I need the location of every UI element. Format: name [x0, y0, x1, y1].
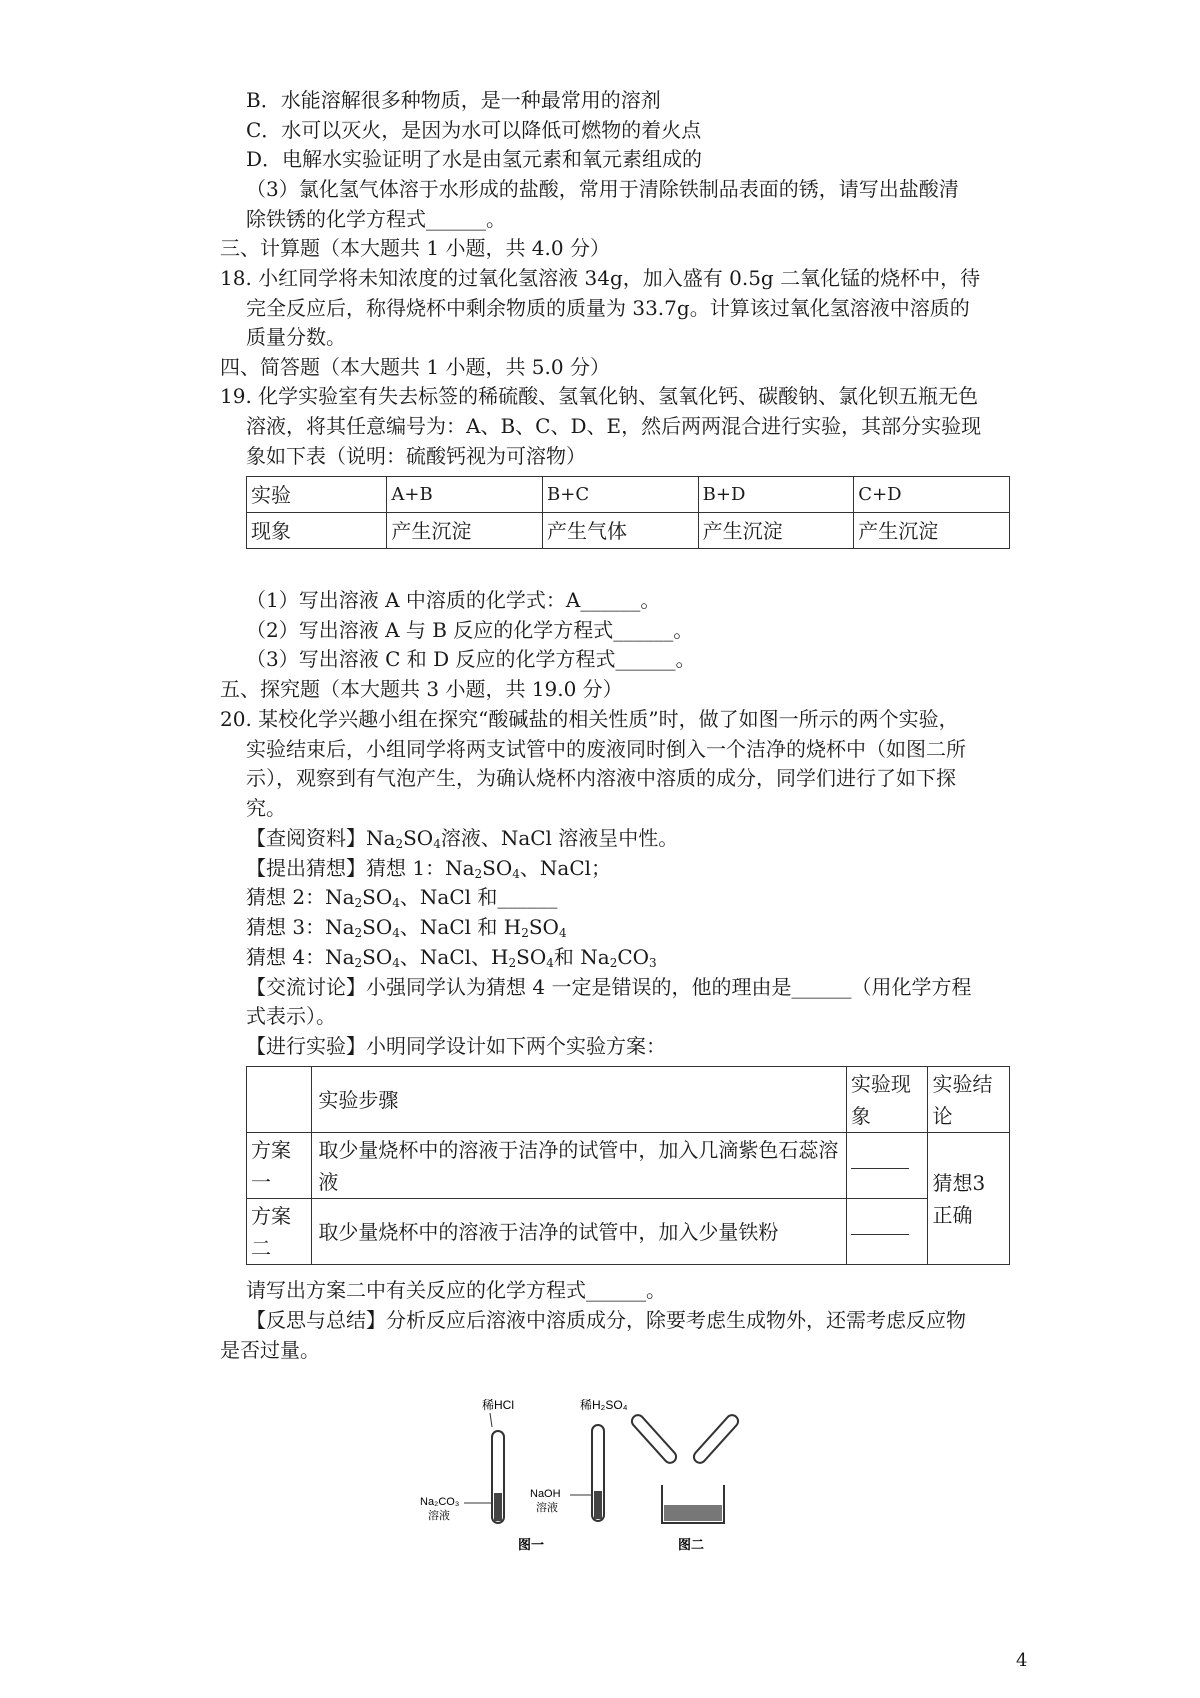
hypothesis-text: 、NaCl； — [519, 856, 612, 880]
tube2-side-label: NaOH — [530, 1488, 561, 1500]
formula-sub: 4 — [558, 926, 567, 940]
table-cell: 产生沉淀 — [698, 513, 854, 549]
q19-table — [246, 476, 1010, 549]
q19-part2: （2）写出溶液 A 与 B 反应的化学方程式______。 — [246, 618, 694, 642]
figure-two — [629, 1413, 740, 1552]
formula-text: SO — [516, 945, 547, 969]
section-4-heading: 四、简答题（本大题共 1 小题，共 5.0 分） — [220, 355, 610, 379]
table-cell — [846, 1199, 928, 1265]
hypothesis-text: 、NaCl、 — [399, 945, 492, 969]
formula-sub: 2 — [395, 837, 404, 851]
tube2-label: 稀H₂SO₄ — [580, 1398, 628, 1412]
formula-text: SO — [362, 885, 393, 909]
q20-table — [246, 1066, 1010, 1265]
table-cell: 实验结论 — [928, 1067, 1010, 1133]
section-5-heading: 五、探究题（本大题共 3 小题，共 19.0 分） — [220, 677, 623, 701]
formula-sub: 4 — [512, 867, 520, 881]
q19-part1: （1）写出溶液 A 中溶质的化学式：A______。 — [246, 588, 661, 612]
formula-text: SO — [362, 915, 393, 939]
q17-option-c: C．水可以灭火，是因为水可以降低可燃物的着火点 — [246, 118, 702, 142]
table-row — [247, 1133, 1010, 1199]
formula-sub: 2 — [609, 956, 618, 970]
hypothesis-text: 、NaCl 和 — [399, 915, 504, 939]
formula-sub: 4 — [392, 956, 400, 970]
table-cell: 猜想3正确 — [928, 1133, 1010, 1265]
table-row — [247, 477, 1010, 513]
table-cell: 实验 — [247, 477, 387, 513]
formula-text: SO — [528, 915, 559, 939]
formula-sub: 4 — [433, 837, 441, 851]
reference-label: 【查阅资料】 — [246, 826, 366, 850]
formula-text: Na — [325, 915, 355, 939]
formula-sub: 2 — [354, 926, 363, 940]
q18-line3: 质量分数。 — [246, 325, 346, 349]
reference-text: 溶液、NaCl 溶液呈中性。 — [440, 826, 679, 850]
experiment-figure — [420, 1395, 800, 1555]
discussion-line2: 式表示）。 — [246, 1004, 336, 1028]
formula-text: H — [503, 915, 522, 939]
q18-line1: 18. 小红同学将未知浓度的过氧化氢溶液 34g，加入盛有 0.5g 二氧化锰的烧杯中，待 — [220, 266, 981, 290]
tube1-label: 稀HCl — [482, 1398, 514, 1412]
liquid-icon — [494, 1493, 502, 1521]
q19-part3: （3）写出溶液 C 和 D 反应的化学方程式______。 — [246, 647, 696, 671]
formula-text: SO — [482, 856, 513, 880]
table-cell: 实验现象 — [846, 1067, 928, 1133]
reflection-line2: 是否过量。 — [220, 1338, 320, 1362]
q17-option-d: D．电解水实验证明了水是由氢元素和氧元素组成的 — [246, 147, 703, 171]
q20-line1: 20. 某校化学兴趣小组在探究“酸碱盐的相关性质”时，做了如图一所示的两个实验， — [220, 707, 959, 731]
formula-text: Na — [366, 826, 396, 850]
liquid-icon — [594, 1491, 602, 1519]
table-row — [247, 1199, 1010, 1265]
formula-sub: 2 — [508, 956, 517, 970]
hypothesis-text: 和 — [553, 945, 581, 969]
formula-sub: 4 — [546, 956, 554, 970]
q20-line4: 究。 — [246, 796, 286, 820]
dropper-line — [490, 1413, 492, 1427]
page-number: 4 — [1016, 1650, 1028, 1671]
formula-text: SO — [362, 945, 393, 969]
discussion-line1: 【交流讨论】小强同学认为猜想 4 一定是错误的，他的理由是______（用化学方程 — [246, 975, 972, 999]
q17-part3-line2: 除铁锈的化学方程式______。 — [246, 207, 506, 231]
figure-one-caption: 图一 — [518, 1537, 545, 1552]
formula-text: Na — [325, 945, 355, 969]
formula-sub: 2 — [354, 896, 363, 910]
tube1-side-label2: 溶液 — [428, 1510, 450, 1522]
plan2-equation: 请写出方案二中有关反应的化学方程式______。 — [246, 1278, 666, 1302]
formula-text: Na — [580, 945, 610, 969]
formula-sub: 4 — [392, 926, 400, 940]
figure-two-caption: 图二 — [678, 1537, 705, 1552]
table-cell: 产生沉淀 — [854, 513, 1010, 549]
formula-text: Na — [445, 856, 475, 880]
answer-blank[interactable] — [851, 1232, 909, 1235]
table-cell: C+D — [854, 477, 1010, 513]
formula-text: Na — [325, 885, 355, 909]
table-cell: A+B — [387, 477, 543, 513]
q19-line1: 19. 化学实验室有失去标签的稀硫酸、氢氧化钠、氢氧化钙、碳酸钠、氯化钡五瓶无色 — [220, 384, 979, 408]
figure-one — [420, 1397, 628, 1552]
hypothesis-text: 、NaCl 和______ — [399, 885, 558, 909]
table-cell: B+C — [543, 477, 699, 513]
formula-text: H — [491, 945, 509, 969]
q20-line2: 实验结束后，小组同学将两支试管中的废液同时倒入一个洁净的烧杯中（如图二所 — [246, 737, 966, 761]
q17-part3-line1: （3）氯化氢气体溶于水形成的盐酸，常用于清除铁制品表面的锈，请写出盐酸清 — [246, 177, 959, 201]
hypothesis-label: 猜想 4： — [246, 945, 326, 969]
table-cell: 现象 — [247, 513, 387, 549]
q17-option-b: B．水能溶解很多种物质，是一种最常用的溶剂 — [246, 88, 661, 112]
table-cell — [247, 1067, 312, 1133]
hypothesis-label: 猜想 3： — [246, 915, 326, 939]
table-row — [247, 1067, 1010, 1133]
table-cell: 取少量烧杯中的溶液于洁净的试管中，加入少量铁粉 — [312, 1199, 847, 1265]
q18-line2: 完全反应后，称得烧杯中剩余物质的质量为 33.7g。计算该过氧化氢溶液中溶质的 — [246, 296, 970, 320]
liquid-icon — [664, 1505, 722, 1521]
table-cell: 取少量烧杯中的溶液于洁净的试管中，加入几滴紫色石蕊溶液 — [312, 1133, 847, 1199]
table-cell: 方案二 — [247, 1199, 312, 1265]
table-cell — [846, 1133, 928, 1199]
tube2-side-label2: 溶液 — [536, 1502, 558, 1514]
hypothesis-label: 【提出猜想】猜想 1： — [246, 856, 446, 880]
reflection-line1: 【反思与总结】分析反应后溶液中溶质成分，除要考虑生成物外，还需考虑反应物 — [246, 1308, 966, 1332]
formula-sub: 2 — [354, 956, 363, 970]
table-row — [247, 513, 1010, 549]
hypothesis-label: 猜想 2： — [246, 885, 326, 909]
table-cell: 实验步骤 — [312, 1067, 847, 1133]
formula-text: CO — [617, 945, 650, 969]
tube1-side-label: Na₂CO₃ — [420, 1496, 460, 1508]
q19-line2: 溶液，将其任意编号为：A、B、C、D、E，然后两两混合进行实验，其部分实验现 — [246, 414, 982, 438]
table-cell: 产生气体 — [543, 513, 699, 549]
formula-sub: 2 — [474, 867, 483, 881]
answer-blank[interactable] — [851, 1166, 909, 1169]
table-cell: 产生沉淀 — [387, 513, 543, 549]
table-cell: 方案一 — [247, 1133, 312, 1199]
experiment-intro: 【进行实验】小明同学设计如下两个实验方案： — [246, 1034, 666, 1058]
section-3-heading: 三、计算题（本大题共 1 小题，共 4.0 分） — [220, 236, 610, 260]
formula-sub: 3 — [649, 956, 657, 970]
formula-sub: 4 — [392, 896, 400, 910]
test-tube-icon — [691, 1413, 740, 1466]
formula-text: SO — [403, 826, 434, 850]
test-tube-icon — [629, 1413, 678, 1466]
table-cell: B+D — [698, 477, 854, 513]
formula-sub: 2 — [521, 926, 529, 940]
q20-line3: 示），观察到有气泡产生，为确认烧杯内溶液中溶质的成分，同学们进行了如下探 — [246, 766, 956, 790]
q19-line3: 象如下表（说明：硫酸钙视为可溶物） — [246, 444, 586, 468]
